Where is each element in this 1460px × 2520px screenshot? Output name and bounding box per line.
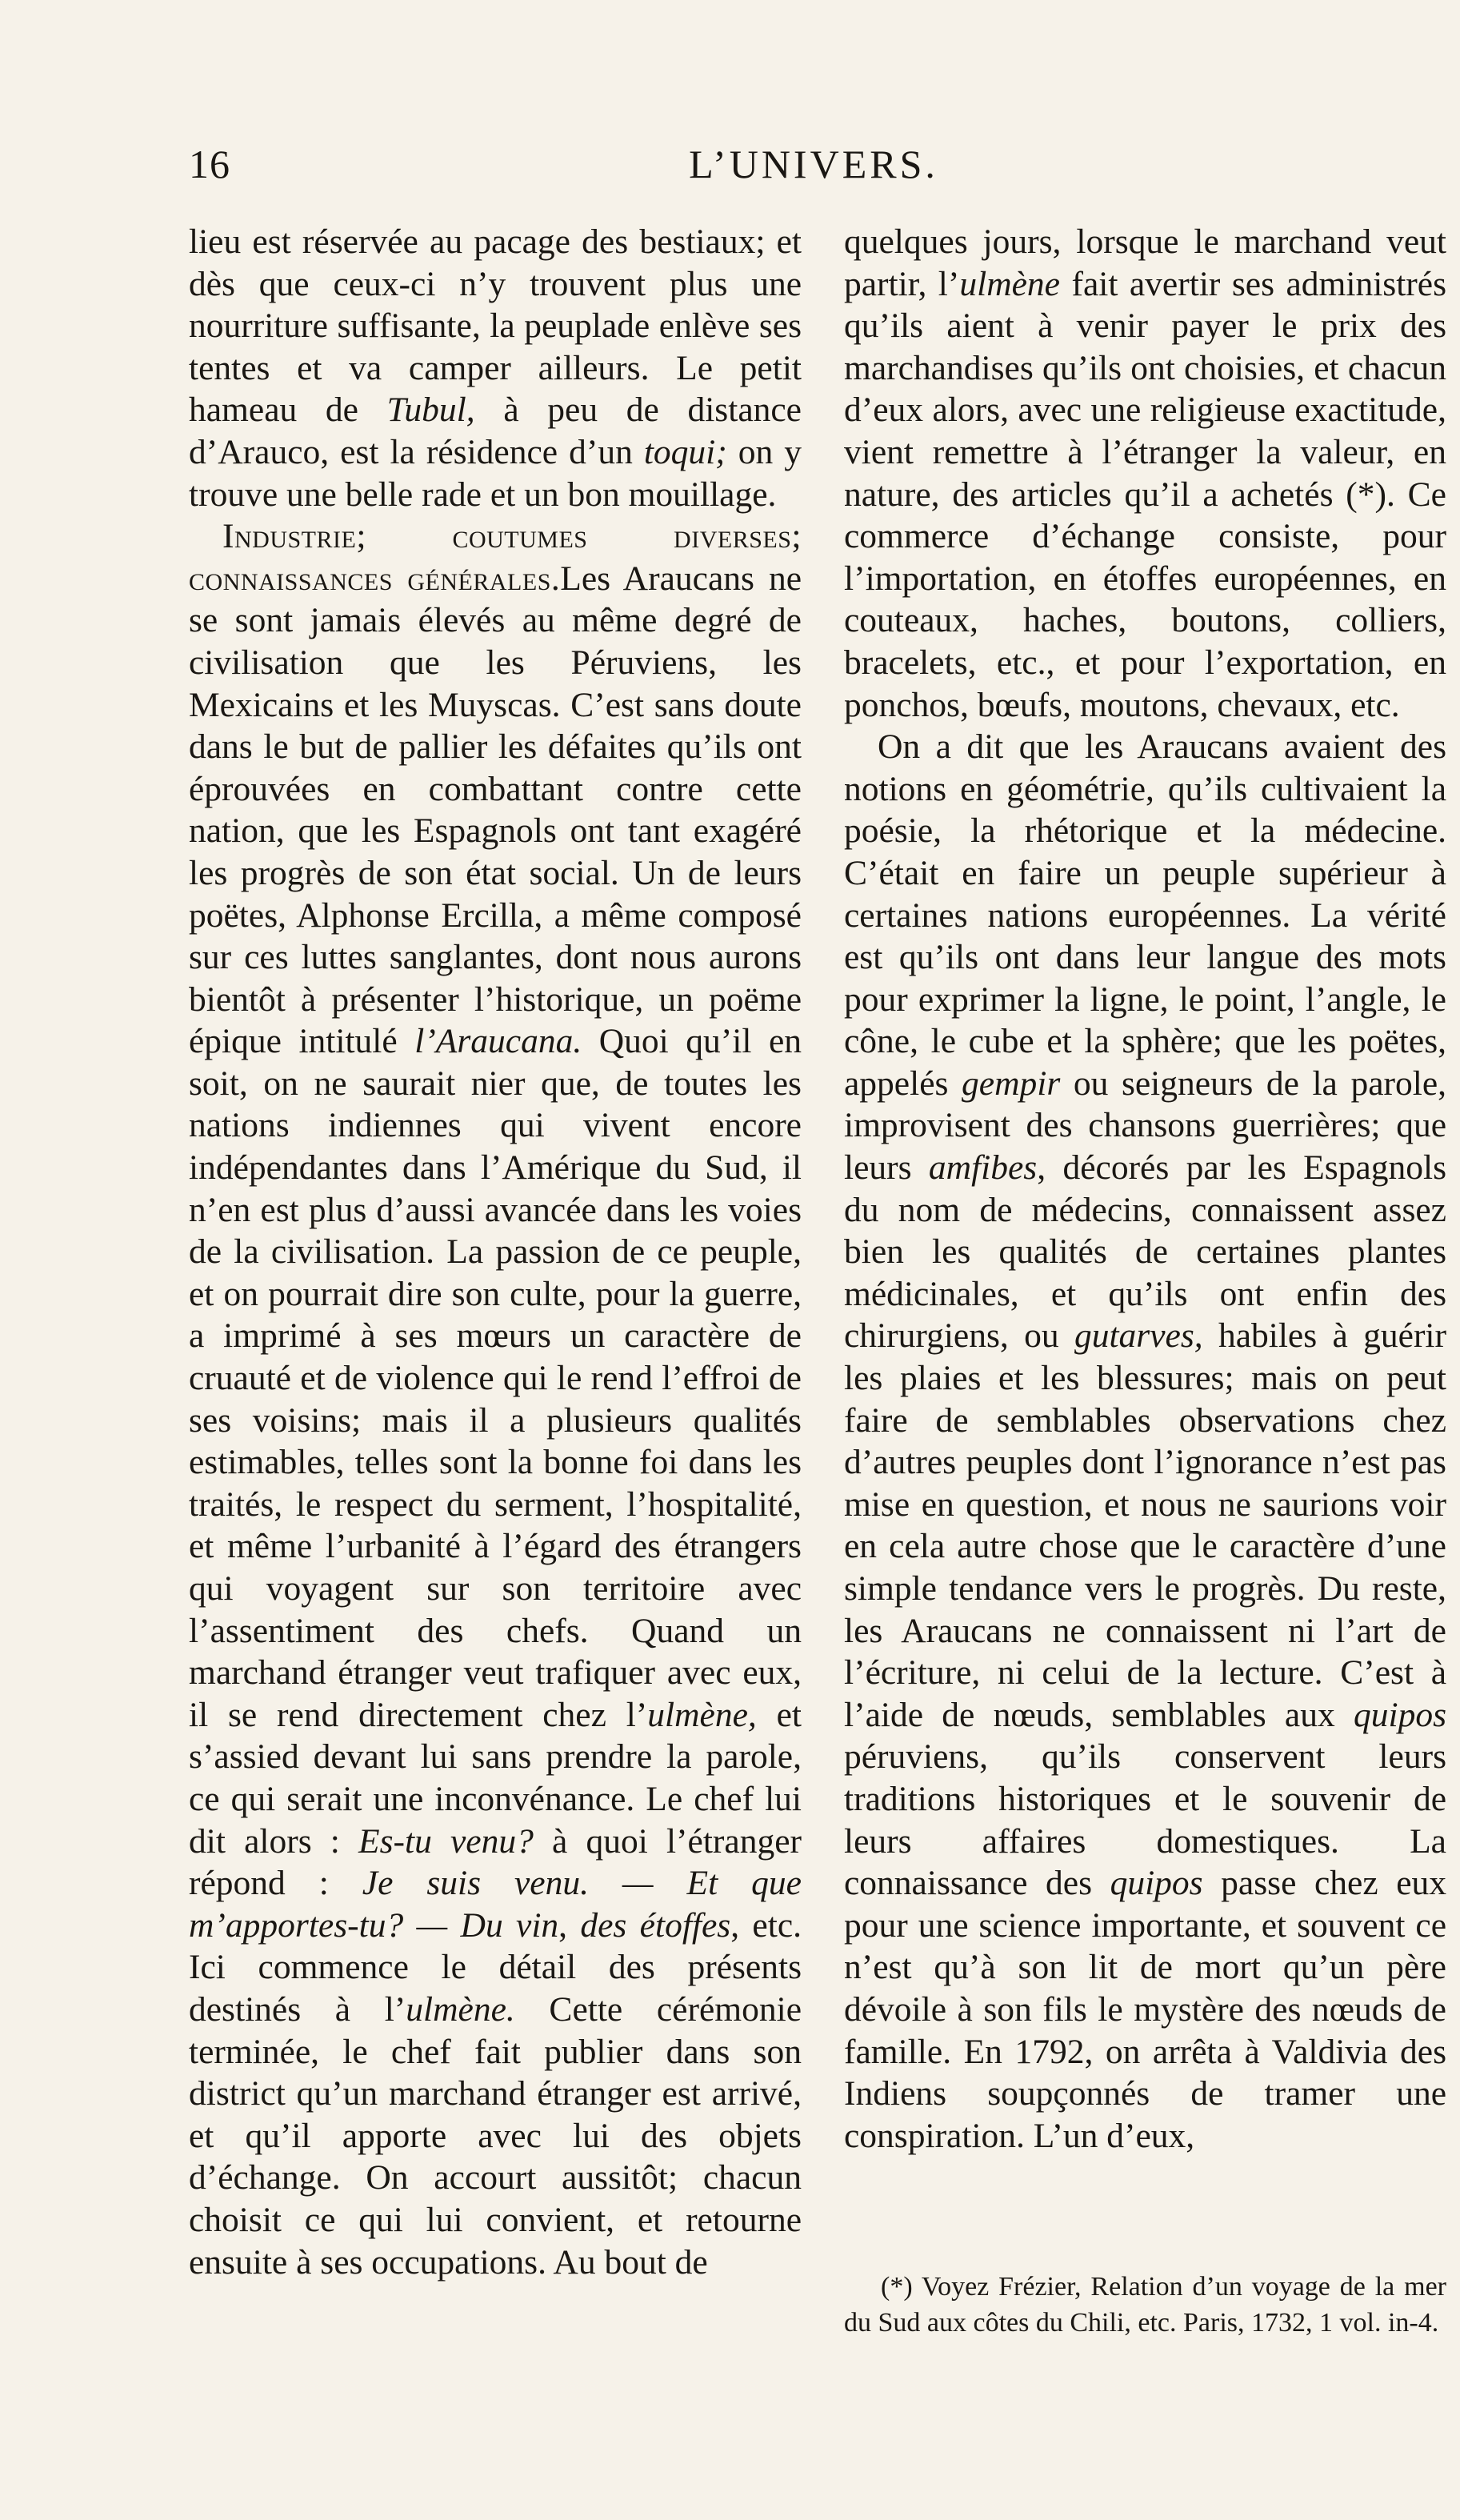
- right-paragraph-2: On a dit que les Araucans avaient des notions en géométrie, qu’ils cultivaient la poésie, la rhétorique et la médecine. C’était en faire un peuple supérieur à certaines nations européennes. La vérité est qu’ils ont dans leur langue des mots pour exprimer la ligne, le point, l’angle, le cône, le cube et la sphère; que les poëtes, appelés gempir ou seigneurs de la parole, improvisent des chansons guerrières; que leurs amfibes, décorés par les Espagnols du nom de médecins, connaissent assez bien les qualités de certaines plantes médicinales, et qu’ils ont enfin des chirurgiens, ou gutarves, habiles à guérir les plaies et les blessures; mais on peut faire de semblables observations chez d’autres peuples dont l’ignorance n’est pas mise en question, et nous ne saurions voir en cela autre chose que le caractère d’une simple tendance vers le progrès. Du reste, les Araucans ne connaissent ni l’art de l’écriture, ni celui de la lecture. C’est à l’aide de nœuds, semblables aux quipos péruviens, qu’ils conservent leurs traditions historiques et le souvenir de leurs affaires domestiques. La connaissance des quipos passe chez eux pour une science importante, et souvent ce n’est qu’à son lit de mort qu’un père dévoile à son fils le mystère des nœuds de famille. En 1792, on arrêta à Valdivia des Indiens soupçonnés de tramer une conspiration. L’un d’eux,: [844, 727, 1447, 2155]
- left-paragraph-1: lieu est réservée au pacage des bestiaux; et dès que ceux-ci n’y trouvent plus une nourriture suffisante, la peuplade enlève ses tentes et va camper ailleurs. Le petit hameau de Tubul, à peu de distance d’Arauco, est la résidence d’un toqui; on y trouve une belle rade et un bon mouillage.: [189, 222, 802, 514]
- left-column: [189, 221, 802, 2283]
- section-heading: Industrie; coutumes diverses; connaissances générales.: [189, 517, 802, 598]
- page-number: 16: [189, 142, 230, 186]
- right-paragraph-1: quelques jours, lorsque le marchand veut partir, l’ulmène fait avertir ses administrés qu’ils aient à venir payer le prix des marchandises qu’ils ont choisies, et chacun d’eux alors, avec une religieuse exactitude, vient remettre à l’étranger la valeur, en nature, des articles qu’il a achetés (*). Ce commerce d’échange consiste, pour l’importation, en étoffes européennes, en couteaux, haches, boutons, colliers, bracelets, etc., et pour l’exportation, en ponchos, bœufs, moutons, chevaux, etc.: [844, 222, 1447, 724]
- footnote: (*) Voyez Frézier, Relation d’un voyage de la mer du Sud aux côtes du Chili, etc. Paris, 1732, 1 vol. in-4.: [844, 2272, 1446, 2338]
- running-title: L’UNIVERS.: [689, 142, 938, 186]
- right-column: [844, 221, 1446, 2157]
- left-paragraph-2: Industrie; coutumes diverses; connaissances générales.Les Araucans ne se sont jamais élevés au même degré de civilisation que les Péruviens, les Mexicains et les Muyscas. C’est sans doute dans le but de pallier les défaites qu’ils ont éprouvées en combattant contre cette nation, que les Espagnols ont tant exagéré les progrès de son état social. Un de leurs poëtes, Alphonse Ercilla, a même composé sur ces luttes sanglantes, dont nous aurons bientôt à présenter l’historique, un poëme épique intitulé l’Araucana. Quoi qu’il en soit, on ne saurait nier que, de toutes les nations indiennes qui vivent encore indépendantes dans l’Amérique du Sud, il n’en est plus d’aussi avancée dans les voies de la civilisation. La passion de ce peuple, et on pourrait dire son culte, pour la guerre, a imprimé à ses mœurs un caractère de cruauté et de violence qui le rend l’effroi de ses voisins; mais il a plusieurs qualités estimables, telles sont la bonne foi dans les traités, le respect du serment, l’hospitalité, et même l’urbanité à l’égard des étrangers qui voyagent sur son territoire avec l’assentiment des chefs. Quand un marchand étranger veut trafiquer avec eux, il se rend directement chez l’ulmène, et s’assied devant lui sans prendre la parole, ce qui serait une inconvénance. Le chef lui dit alors : Es-tu venu? à quoi l’étranger répond : Je suis venu. — Et que m’apportes-tu? — Du vin, des étoffes, etc. Ici commence le détail des présents destinés à l’ulmène. Cette cérémonie terminée, le chef fait publier dans son district qu’un marchand étranger est arrivé, et qu’il apporte avec lui des objets d’échange. On accourt aussitôt; chacun choisit ce qui lui convient, et retourne ensuite à ses occupations. Au bout de: [189, 517, 802, 2282]
- page-header: [186, 141, 1460, 197]
